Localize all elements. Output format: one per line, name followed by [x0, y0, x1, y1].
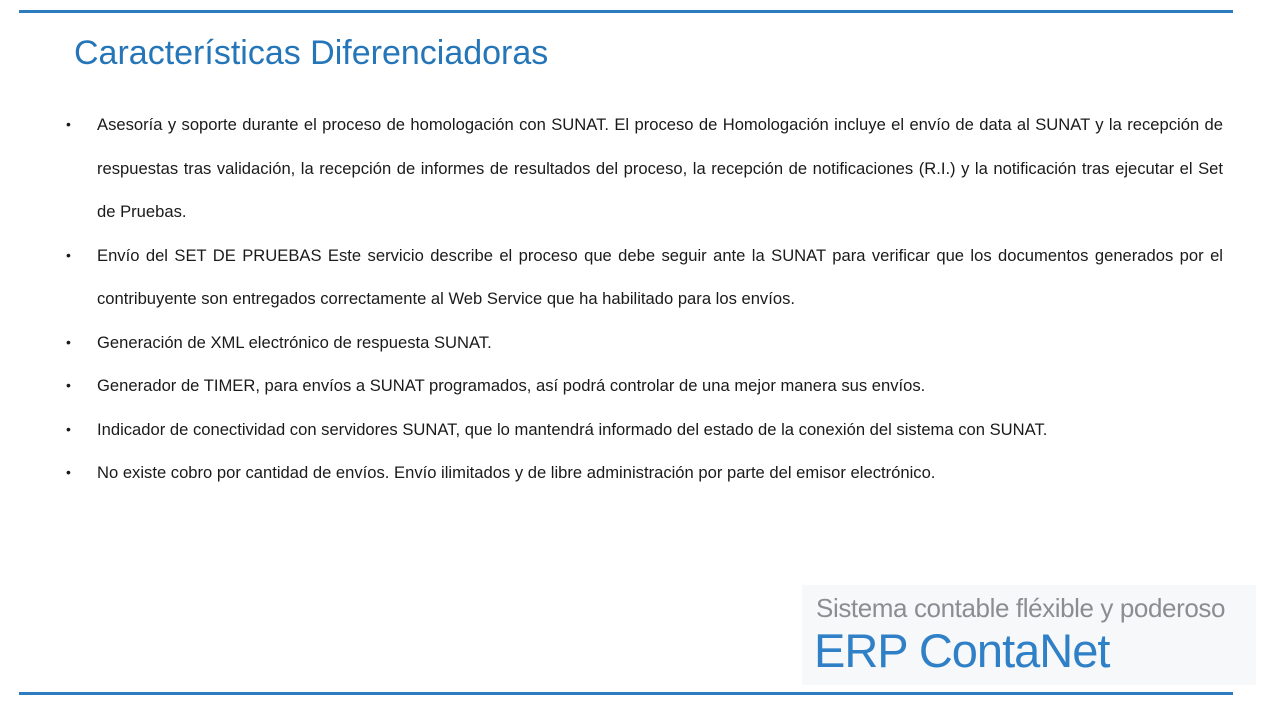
bullet-text: No existe cobro por cantidad de envíos. Envío ilimitados y de libre administración por parte del emisor electrónico. [97, 463, 936, 482]
bullet-item [0, 234, 1280, 321]
bullet-item [0, 103, 1280, 234]
bullet-marker: • [66, 116, 71, 132]
brand-name: ERP ContaNet [814, 624, 1110, 677]
bullet-item [0, 364, 1280, 408]
top-divider [19, 10, 1233, 13]
bullet-text: Envío del SET DE PRUEBAS Este servicio describe el proceso que debe seguir ante la SUNAT para verificar que los documentos generados por el contribuyente son entregados correctamente al Web Service que ha habilitado para los envíos. [97, 245, 1223, 308]
bullet-text: Generación de XML electrónico de respuesta SUNAT. [97, 332, 492, 352]
bullet-item [0, 408, 1280, 452]
bullet-marker: • [66, 333, 71, 350]
bullet-marker: • [66, 377, 71, 393]
brand-logo [802, 585, 1256, 685]
slide-title: Características Diferenciadoras [74, 34, 549, 72]
bullet-text: Generador de TIMER, para envíos a SUNAT programados, así podrá controlar de una mejor manera sus envíos. [97, 376, 926, 395]
bullet-list [0, 103, 1280, 495]
bullet-text: Asesoría y soporte durante el proceso de homologación con SUNAT. El proceso de Homologación incluye el envío de data al SUNAT y la recepción de respuestas tras validación, la recepción de informes de resultados del proceso, la recepción de notificaciones (R.I.) y la notificación tras ejecutar el Set de Pruebas. [97, 115, 1223, 221]
bullet-marker: • [66, 246, 71, 263]
bullet-text: Indicador de conectividad con servidores SUNAT, que lo mantendrá informado del estado de la conexión del sistema con SUNAT. [97, 419, 1048, 439]
bullet-marker: • [66, 464, 71, 480]
bottom-divider [19, 692, 1233, 695]
brand-tagline: Sistema contable fléxible y poderoso [816, 593, 1226, 623]
bullet-item [0, 451, 1280, 495]
bullet-item [0, 321, 1280, 365]
bullet-marker: • [66, 420, 71, 437]
